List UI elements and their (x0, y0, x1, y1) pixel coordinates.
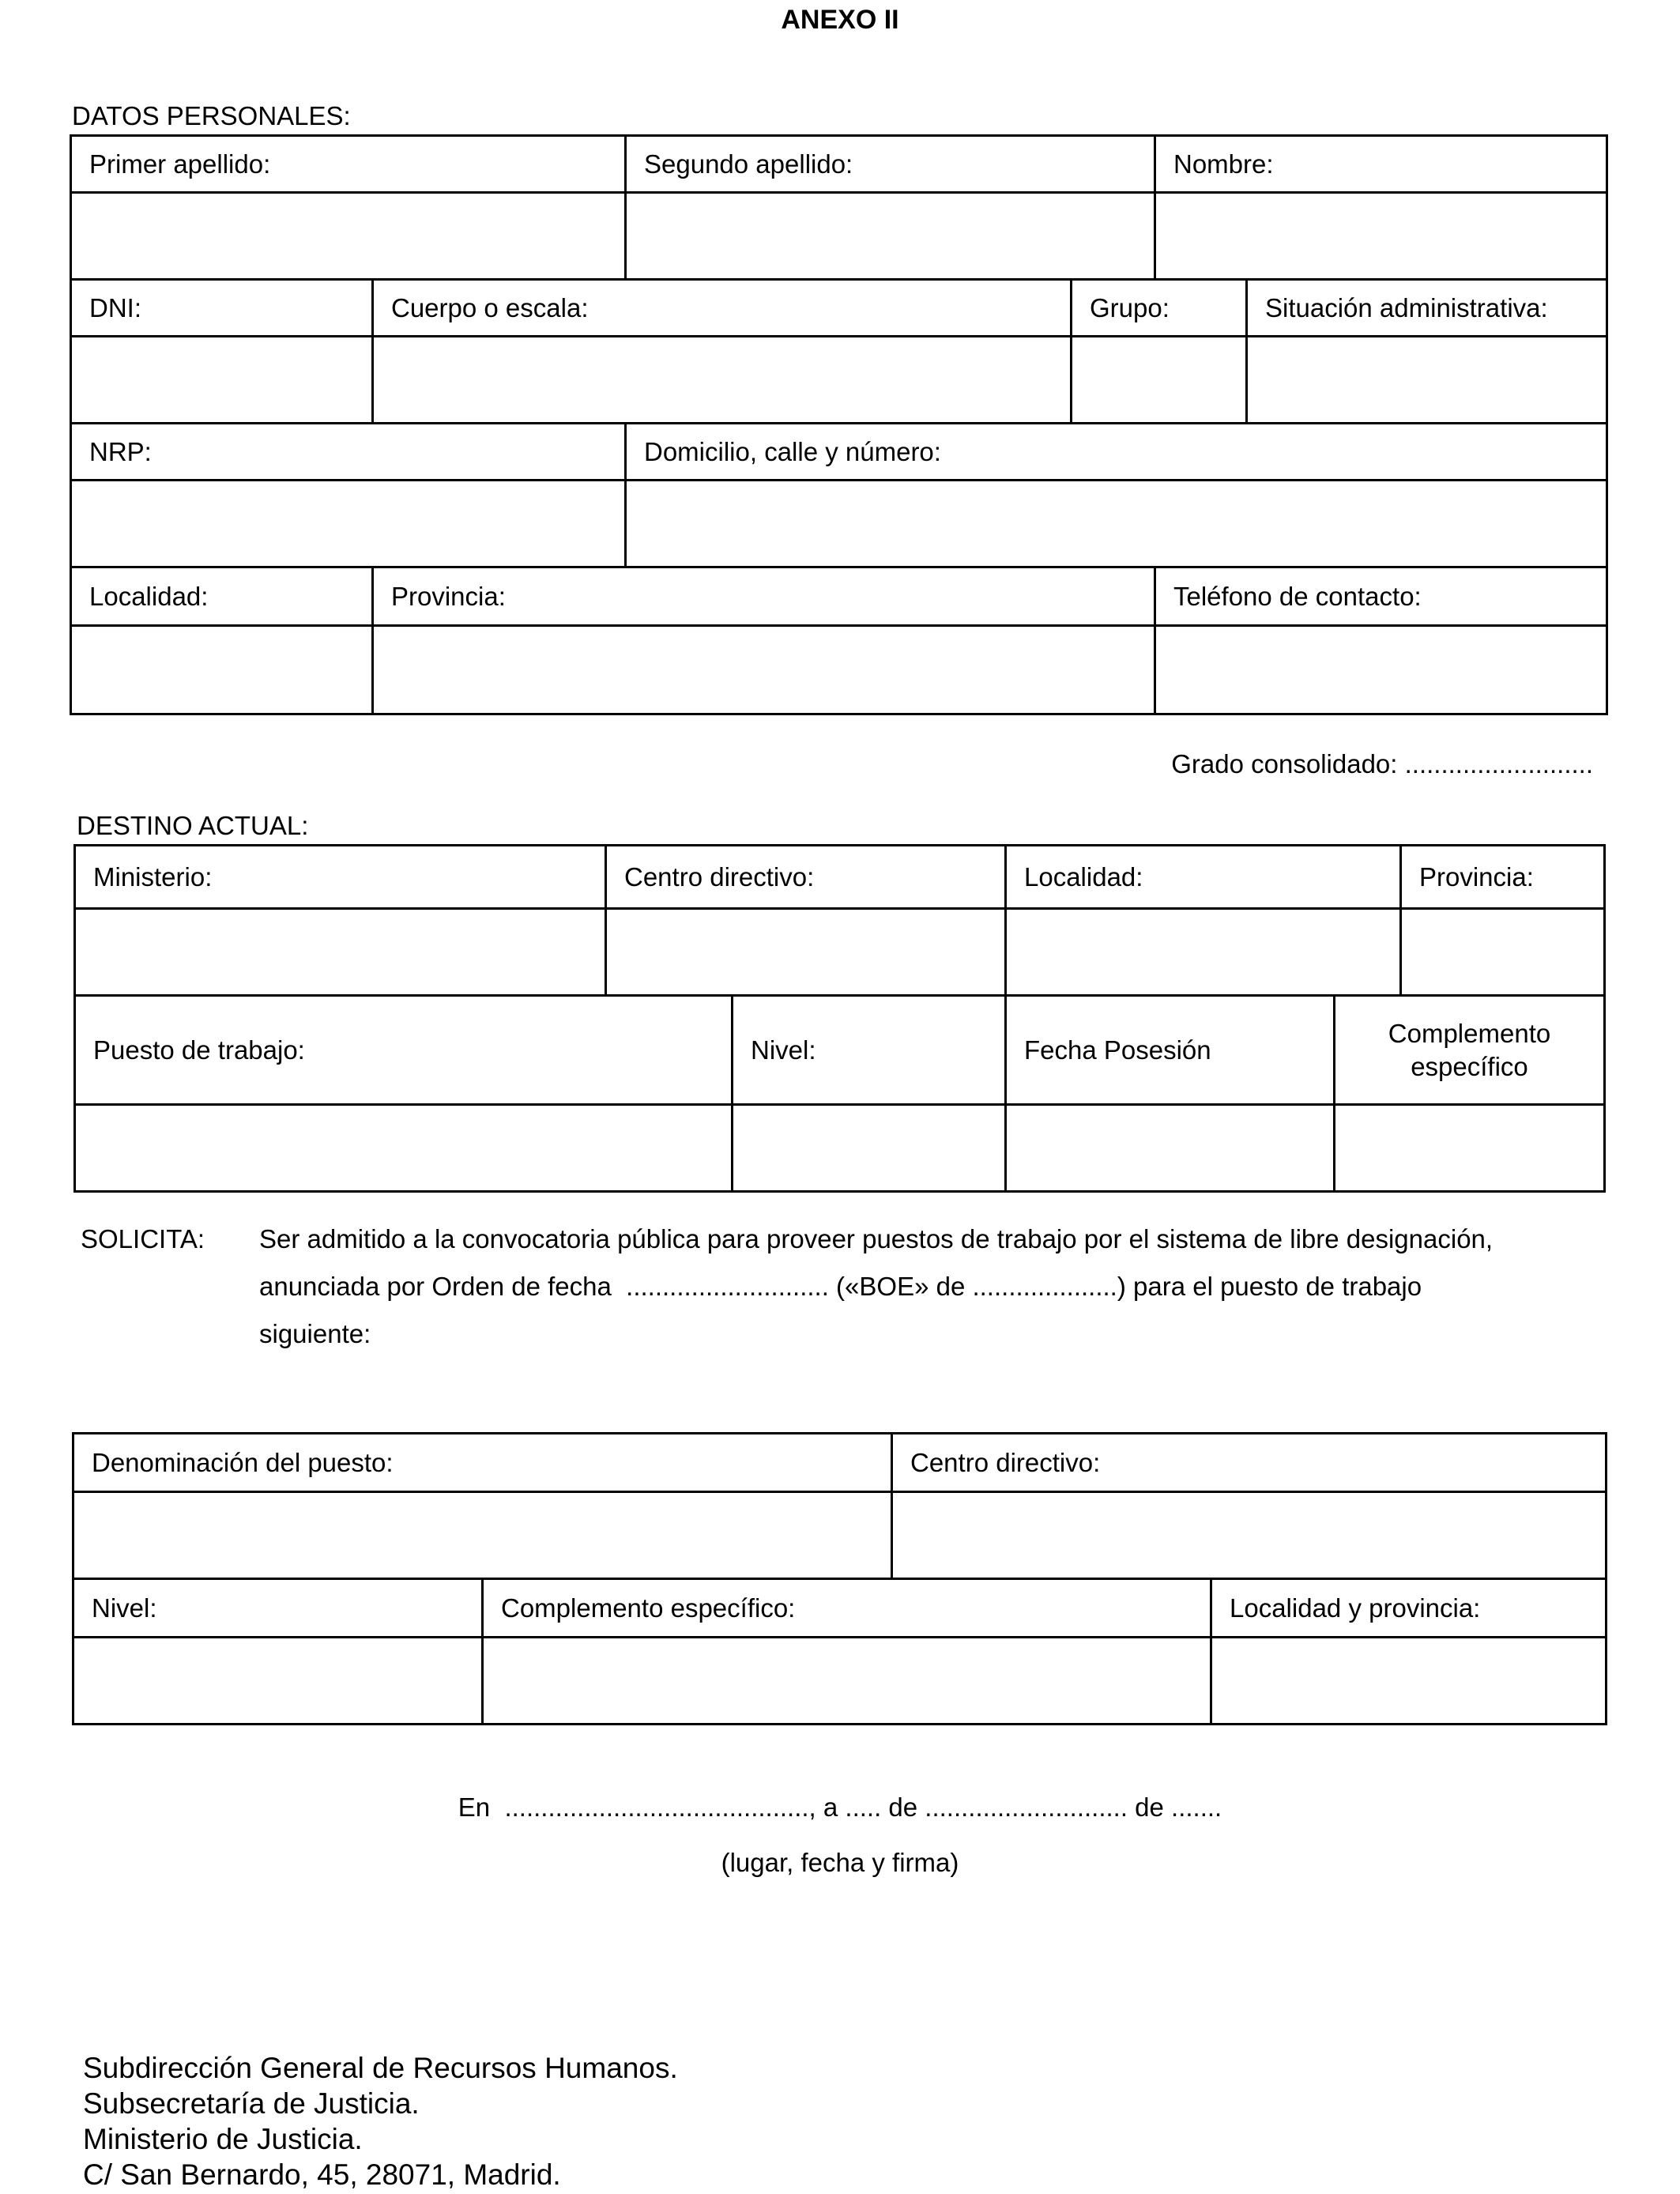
label-provincia-actual: Provincia: (1401, 846, 1605, 909)
cell-centro-directivo-actual (606, 909, 1006, 996)
destino-actual-table-b (73, 994, 1606, 1193)
label-telefono-contacto: Teléfono de contacto: (1155, 567, 1607, 626)
label-provincia: Provincia: (373, 567, 1155, 626)
puesto-solicitado-table-a (72, 1432, 1607, 1580)
label-segundo-apellido: Segundo apellido: (626, 136, 1155, 193)
cell-dni (71, 337, 373, 424)
centro-directivo-actual-field[interactable] (624, 939, 987, 966)
address-line: C/ San Bernardo, 45, 28071, Madrid. (83, 2158, 561, 2191)
address-line: Subsecretaría de Justicia. (83, 2087, 420, 2120)
situacion-administrativa-field[interactable] (1265, 367, 1588, 394)
lugar-fecha-line: En .........................................., a ..... de ............................ de ....... (458, 1793, 1222, 1822)
cell-cuerpo-escala (373, 337, 1072, 424)
label-centro-directivo-puesto: Centro directivo: (892, 1434, 1607, 1492)
destino-actual-heading: DESTINO ACTUAL: (77, 811, 309, 840)
datos-personales-table-c (70, 422, 1608, 568)
complemento-especifico-actual-text: Complemento específico (1388, 1019, 1551, 1081)
solicita-line-3: siguiente: (259, 1319, 371, 1348)
datos-personales-table-d (70, 566, 1608, 715)
label-domicilio: Domicilio, calle y número: (626, 424, 1607, 481)
cell-nivel-puesto (73, 1638, 483, 1725)
cell-localidad-provincia (1211, 1638, 1607, 1725)
cell-grupo (1072, 337, 1247, 424)
cell-localidad-actual (1006, 909, 1401, 996)
complemento-especifico-puesto-field[interactable] (501, 1668, 1192, 1695)
localidad-provincia-field[interactable] (1230, 1668, 1588, 1695)
cuerpo-escala-field[interactable] (391, 367, 1053, 394)
lugar-fecha-caption: (lugar, fecha y firma) (721, 1848, 959, 1877)
label-complemento-especifico-puesto: Complemento específico: (483, 1579, 1211, 1638)
label-situacion-administrativa: Situación administrativa: (1247, 280, 1607, 337)
cell-fecha-posesion (1006, 1105, 1335, 1192)
puesto-trabajo-field[interactable] (93, 1135, 714, 1162)
cell-localidad (71, 626, 373, 714)
label-nrp: NRP: (71, 424, 626, 481)
label-localidad: Localidad: (71, 567, 373, 626)
grupo-field[interactable] (1090, 367, 1228, 394)
ministerio-field[interactable] (93, 939, 587, 966)
provincia-actual-field[interactable] (1419, 939, 1586, 966)
cell-segundo-apellido (626, 193, 1155, 280)
label-localidad-provincia: Localidad y provincia: (1211, 1579, 1607, 1638)
cell-denominacion-puesto (73, 1492, 892, 1579)
label-nivel-actual: Nivel: (733, 996, 1006, 1105)
label-cuerpo-escala: Cuerpo o escala: (373, 280, 1072, 337)
label-complemento-especifico-actual (1335, 996, 1605, 1105)
cell-centro-directivo-puesto (892, 1492, 1607, 1579)
nivel-puesto-field[interactable] (92, 1668, 464, 1695)
label-denominacion-puesto: Denominación del puesto: (73, 1434, 892, 1492)
datos-personales-heading: DATOS PERSONALES: (72, 101, 351, 130)
nivel-actual-field[interactable] (751, 1135, 987, 1162)
cell-nombre (1155, 193, 1607, 280)
label-nombre: Nombre: (1155, 136, 1607, 193)
cell-telefono (1155, 626, 1607, 714)
cell-primer-apellido (71, 193, 626, 280)
fecha-posesion-field[interactable] (1024, 1135, 1316, 1162)
cell-nrp (71, 481, 626, 567)
telefono-contacto-field[interactable] (1173, 657, 1588, 684)
label-puesto-trabajo: Puesto de trabajo: (75, 996, 733, 1105)
segundo-apellido-field[interactable] (644, 223, 1136, 250)
document-title: ANEXO II (781, 5, 899, 35)
cell-ministerio (75, 909, 606, 996)
solicita-line-1: Ser admitido a la convocatoria pública para proveer puestos de trabajo por el sistema de libre designación, (259, 1224, 1494, 1253)
cell-domicilio (626, 481, 1607, 567)
grado-consolidado: Grado consolidado: .......................... (1171, 749, 1593, 778)
address-line: Subdirección General de Recursos Humanos. (83, 2052, 678, 2084)
cell-complemento-especifico-puesto (483, 1638, 1211, 1725)
label-dni: DNI: (71, 280, 373, 337)
complemento-especifico-actual-field[interactable] (1353, 1135, 1586, 1162)
provincia-field[interactable] (391, 657, 1136, 684)
nrp-field[interactable] (89, 511, 607, 537)
solicita-line-2: anunciada por Orden de fecha ............................ («BOE» de ....................) para el puesto de trabajo (259, 1272, 1422, 1301)
localidad-field[interactable] (89, 657, 354, 684)
cell-situacion-administrativa (1247, 337, 1607, 424)
label-centro-directivo-actual: Centro directivo: (606, 846, 1006, 909)
puesto-solicitado-table-b (72, 1578, 1607, 1725)
dni-field[interactable] (89, 367, 354, 394)
localidad-actual-field[interactable] (1024, 939, 1382, 966)
label-nivel-puesto: Nivel: (73, 1579, 483, 1638)
label-ministerio: Ministerio: (75, 846, 606, 909)
primer-apellido-field[interactable] (89, 223, 607, 250)
datos-personales-table-a (70, 134, 1608, 281)
datos-personales-table-b (70, 278, 1608, 424)
label-fecha-posesion: Fecha Posesión (1006, 996, 1335, 1105)
cell-nivel-actual (733, 1105, 1006, 1192)
address-line: Ministerio de Justicia. (83, 2123, 363, 2155)
address-block (83, 2050, 678, 2192)
nombre-field[interactable] (1173, 223, 1588, 250)
label-grupo: Grupo: (1072, 280, 1247, 337)
centro-directivo-puesto-field[interactable] (910, 1522, 1588, 1549)
domicilio-field[interactable] (644, 511, 1588, 537)
destino-actual-table-a (73, 844, 1606, 997)
label-localidad-actual: Localidad: (1006, 846, 1401, 909)
cell-complemento-especifico-actual (1335, 1105, 1605, 1192)
solicita-label: SOLICITA: (81, 1224, 205, 1253)
label-primer-apellido: Primer apellido: (71, 136, 626, 193)
cell-provincia-actual (1401, 909, 1605, 996)
cell-provincia (373, 626, 1155, 714)
denominacion-puesto-field[interactable] (92, 1522, 873, 1549)
cell-puesto-trabajo (75, 1105, 733, 1192)
solicita-text (259, 1216, 1618, 1358)
